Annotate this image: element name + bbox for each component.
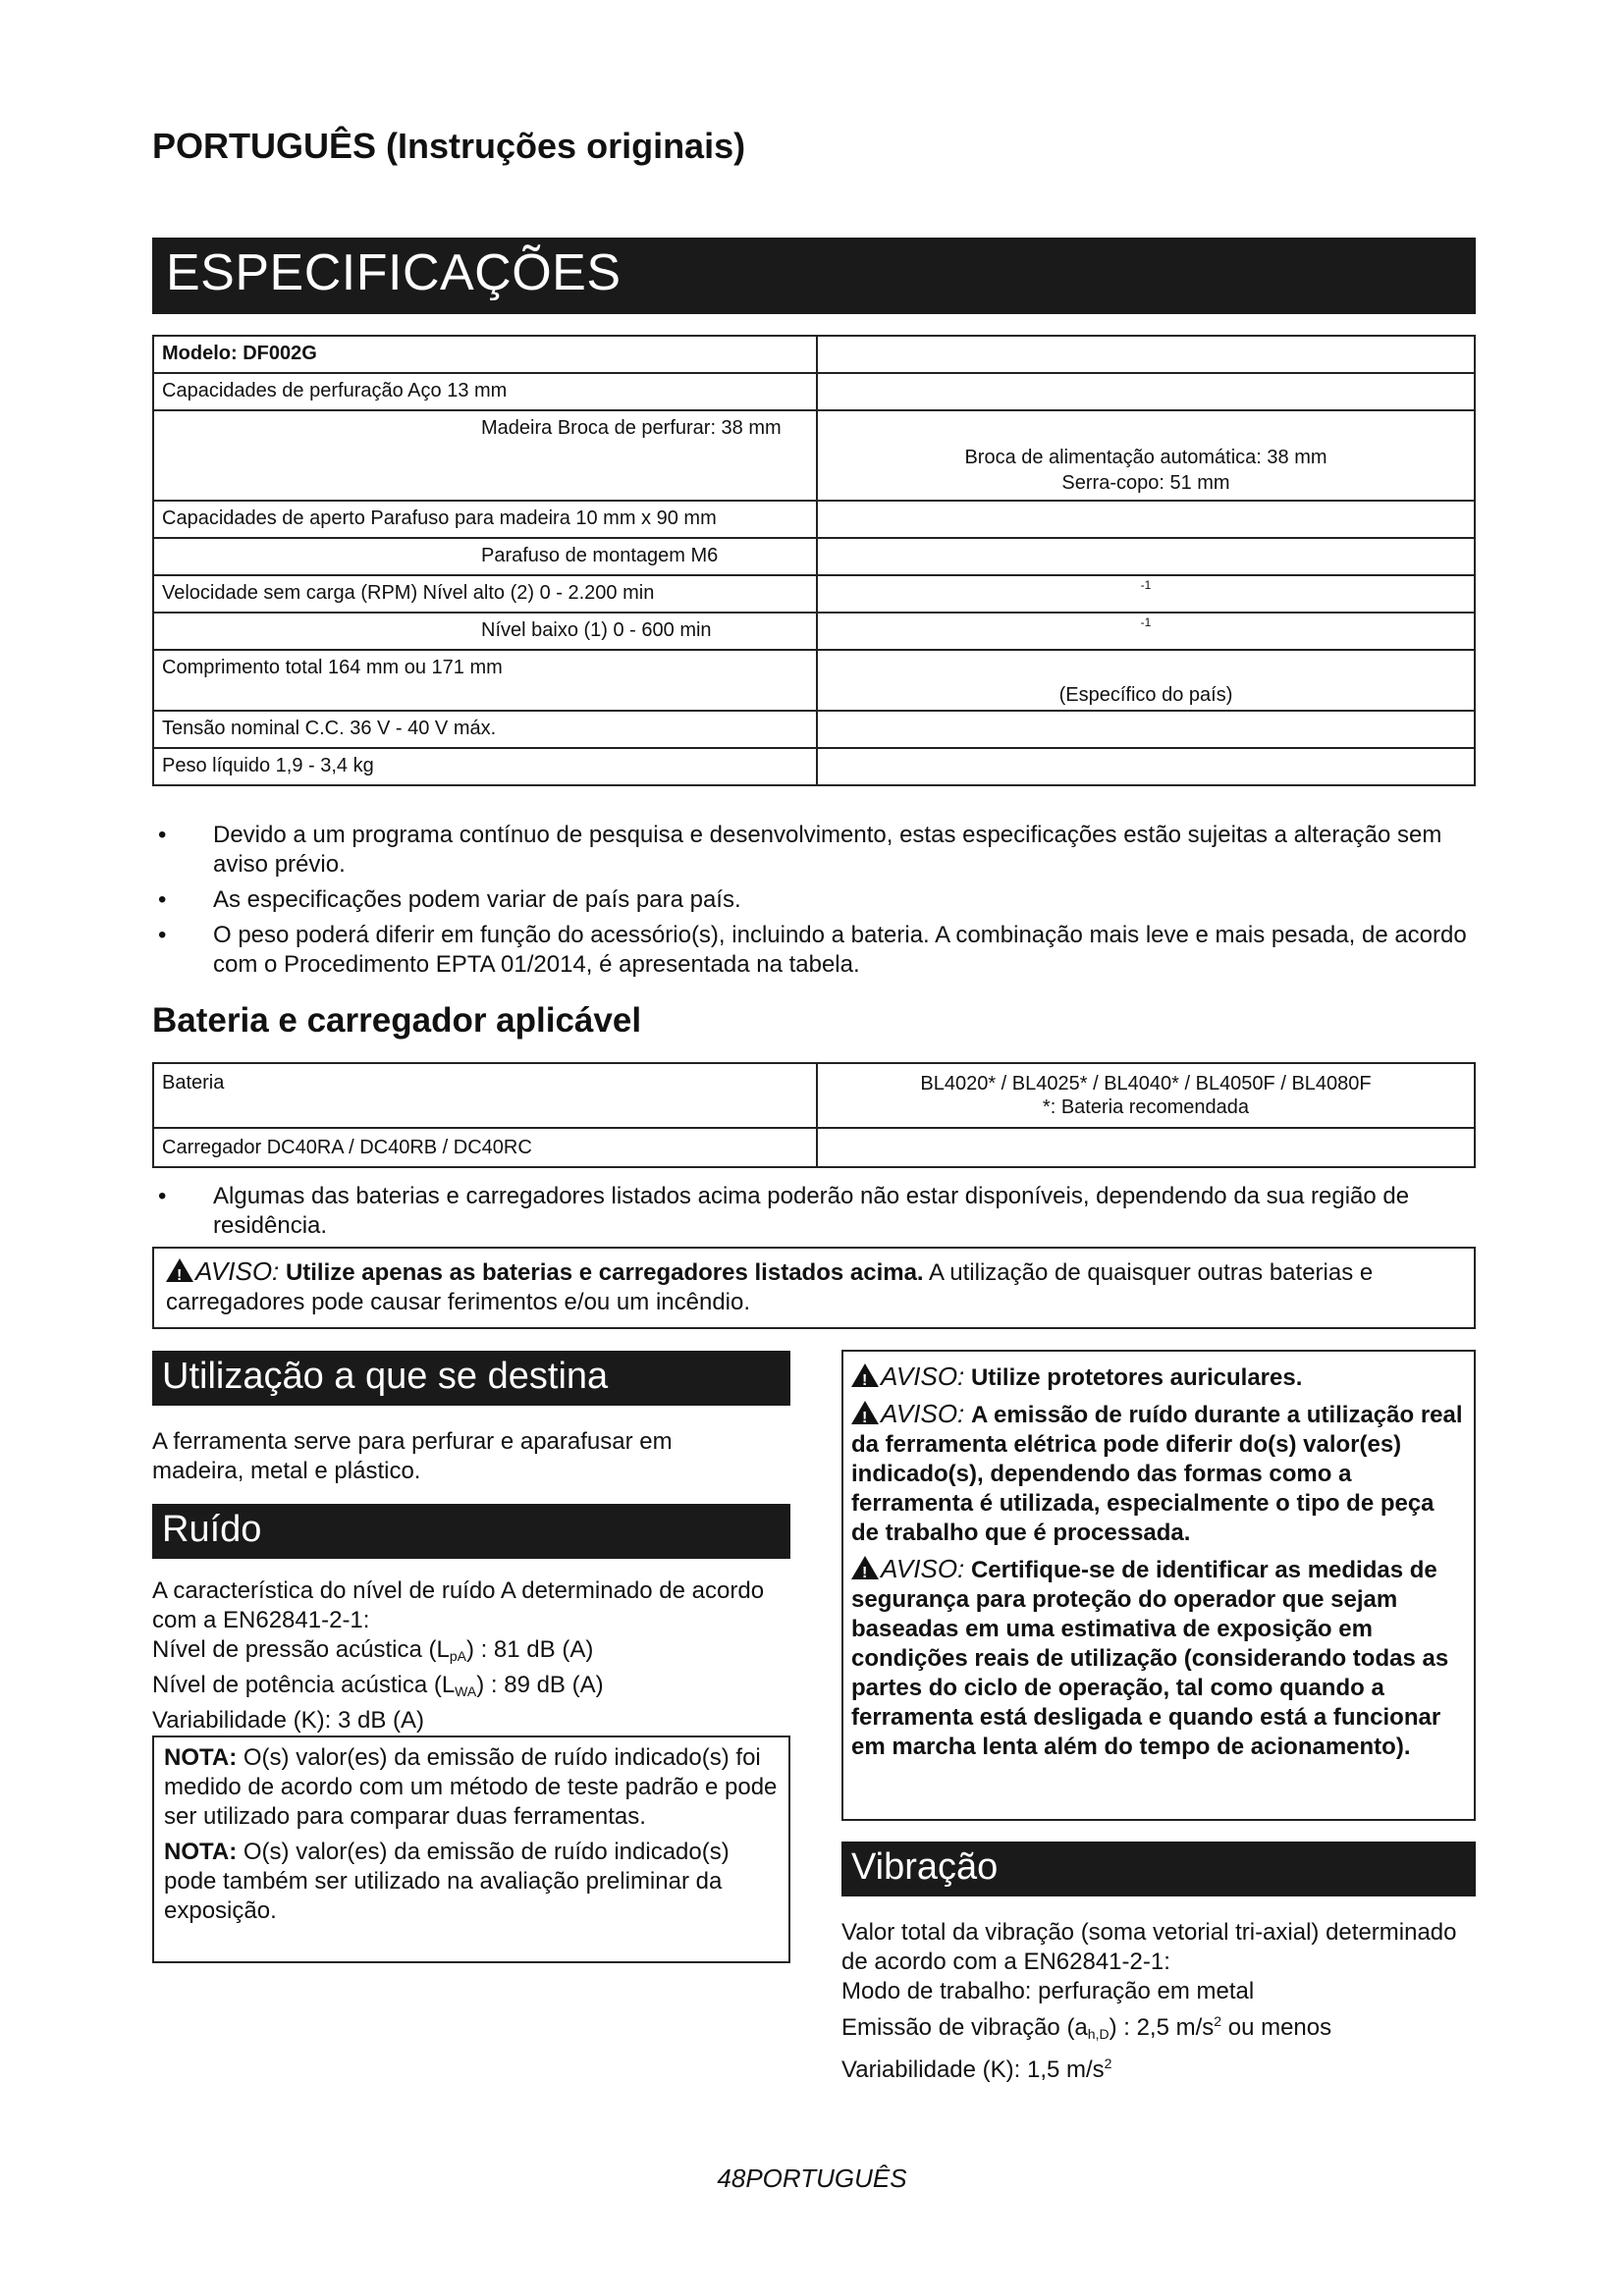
table-row [153,373,1475,410]
battery-models-text: BL4020* / BL4025* / BL4040* / BL4050F / BL4080F [920,1073,1372,1095]
length-note-text: (Específico do país) [1058,684,1233,706]
empty-cell [817,711,1475,748]
table-row [153,711,1475,748]
fasten-m6-text: Parafuso de montagem M6 [481,545,719,566]
noise-banner-text: Ruído [162,1509,262,1550]
vibration-variability-exponent: 2 [1104,2056,1112,2071]
noise-power [152,1671,781,1706]
speed-low-unit-cell [817,613,1475,650]
noise-banner [152,1504,790,1559]
warning-label: AVISO: [881,1362,965,1391]
empty-cell [817,501,1475,538]
warning-icon [166,1258,193,1282]
fasten-wood-cell [153,501,817,538]
drill-steel-text: Capacidades de perfuração Aço 13 mm [162,380,508,401]
list-item: • As especificações podem variar de país para país. [152,885,1476,915]
spec-notes-list [152,821,1476,986]
battery-warning-box [152,1247,1476,1329]
warning-text: A utilização de quaisquer outras baterias e carregadores pode causar ferimentos e/ou um incêndio. [166,1259,1374,1315]
fasten-wood-text: Capacidades de aperto Parafuso para madeira 10 mm x 90 mm [162,507,717,529]
list-item: • O peso poderá diferir em função do acessório(s), incluindo a bateria. A combinação mais leve e mais pesada, de acordo com o Procedimento EPTA 01/2014, é apresentada na tabela. [152,921,1476,980]
list-item: • Algumas das baterias e carregadores listados acima poderão não estar disponíveis, dependendo da sua região de residência. [152,1182,1476,1241]
note-text: O(s) valor(es) da emissão de ruído indicado(s) pode também ser utilizado na avaliação preliminar da exposição. [164,1839,730,1924]
speed-high-text: Velocidade sem carga (RPM) Nível alto (2) 0 - 2.200 min [162,582,655,604]
table-row [153,613,1475,650]
battery-note-text: *: Bateria recomendada [1042,1096,1250,1118]
list-item: • Devido a um programa contínuo de pesquisa e desenvolvimento, estas especificações estão sujeitas a alteração sem aviso prévio. [152,821,1476,880]
model-value-cell [817,336,1475,373]
vibration-emission-value: ) : 2,5 m/s [1109,2014,1215,2041]
speed-high-exponent: -1 [1140,578,1152,592]
speed-low-text: Nível baixo (1) 0 - 600 min [481,619,712,641]
table-row [153,501,1475,538]
note-label: NOTA: [164,1839,238,1865]
vibration-variability [841,2049,1470,2085]
length-text: Comprimento total 164 mm ou 171 mm [162,657,503,678]
note-paragraph [164,1838,779,1926]
warning-label: AVISO: [195,1256,280,1286]
weight-cell [153,748,817,785]
table-row [153,575,1475,613]
vibration-emission-label: Emissão de vibração (a [841,2014,1088,2041]
specifications-banner [152,238,1476,314]
noise-pressure-value: ) : 81 dB (A) [465,1636,594,1663]
intended-use-banner-text: Utilização a que se destina [162,1356,609,1397]
noise-pressure-label: Nível de pressão acústica (L [152,1636,450,1663]
battery-notes-list [152,1182,1476,1247]
vibration-emission [841,2006,1470,2049]
speed-low-cell [153,613,817,650]
voltage-text: Tensão nominal C.C. 36 V - 40 V máx. [162,718,497,739]
table-row [153,410,1475,501]
warning-label: AVISO: [881,1554,965,1583]
page-footer: 48PORTUGUÊS [717,2163,907,2193]
noise-note-box [152,1735,790,1963]
battery-table [152,1062,1476,1168]
drill-wood-text: Madeira Broca de perfurar: 38 mm [481,417,782,439]
warning-text: A emissão de ruído durante a utilização real da ferramenta elétrica pode diferir do(s) valor(es) indicado(s), dependendo das formas como a ferramenta é utilizada, especialmente o tipo de peça de trabalho que é processada. [851,1402,1463,1546]
fasten-m6-cell [153,538,817,575]
table-row [153,1063,1475,1128]
empty-cell [817,538,1475,575]
note-label: NOTA: [164,1744,238,1771]
specifications-table [152,335,1476,786]
length-note-cell [817,650,1475,711]
table-row [153,538,1475,575]
vibration-intro: Valor total da vibração (soma vetorial tri-axial) determinado de acordo com a EN62841-2-1: [841,1919,1457,1975]
drill-wood-cell [153,410,817,501]
noise-power-subscript: WA [455,1683,477,1699]
noise-power-value: ) : 89 dB (A) [476,1672,604,1698]
vibration-banner [841,1842,1476,1896]
intended-use-banner [152,1351,790,1406]
battery-label-cell: Bateria [153,1063,817,1128]
vibration-block [841,1918,1470,2085]
noise-block [152,1576,781,1735]
page-header-title: PORTUGUÊS (Instruções originais) [152,126,746,166]
vibration-mode: Modo de trabalho: perfuração em metal [841,1978,1255,2004]
speed-low-exponent: -1 [1140,615,1152,629]
battery-models-cell [817,1063,1475,1128]
warning-paragraph [851,1362,1466,1393]
drill-steel-cell [153,373,817,410]
table-row [153,336,1475,373]
warning-paragraph [851,1399,1466,1548]
warning-icon [851,1401,879,1424]
warning-text: Utilize protetores auriculares. [970,1364,1303,1391]
vibration-banner-text: Vibração [851,1846,999,1888]
vibration-emission-exponent: 2 [1214,2013,1222,2029]
drill-auto-feed-text: Broca de alimentação automática: 38 mm [964,447,1327,468]
noise-warnings-box [841,1350,1476,1821]
warning-paragraph [851,1554,1466,1762]
table-row [153,650,1475,711]
warning-label: AVISO: [881,1399,965,1428]
empty-cell [817,748,1475,785]
warning-icon [851,1556,879,1579]
drill-wood-extra-cell [817,410,1475,501]
voltage-cell [153,711,817,748]
weight-text: Peso líquido 1,9 - 3,4 kg [162,755,374,776]
table-row [153,748,1475,785]
intended-use-text: A ferramenta serve para perfurar e aparafusar em madeira, metal e plástico. [152,1428,673,1484]
warning-bold-text: Utilize apenas as baterias e carregadores listados acima. [285,1259,924,1286]
charger-cell: Carregador DC40RA / DC40RB / DC40RC [153,1128,817,1167]
hole-saw-text: Serra-copo: 51 mm [1061,472,1230,494]
note-text: O(s) valor(es) da emissão de ruído indicado(s) foi medido de acordo com um método de teste padrão e pode ser utilizado para comparar duas ferramentas. [164,1744,778,1830]
battery-section-title: Bateria e carregador aplicável [152,1001,642,1040]
note-paragraph [164,1743,779,1832]
model-label: Modelo: DF002G [153,336,817,373]
noise-pressure [152,1635,781,1671]
empty-cell [817,373,1475,410]
vibration-emission-subscript: h,D [1087,2026,1110,2042]
speed-high-unit-cell [817,575,1475,613]
warning-text: Certifique-se de identificar as medidas de segurança para proteção do operador que sejam baseadas em uma estimativa de exposição em condições reais de utilização (considerando todas as partes do ciclo de operação, tal como quando a ferramenta está desligada e quando está a funcionar em marcha lenta além do tempo de acionamento). [851,1557,1449,1760]
noise-pressure-subscript: pA [449,1648,466,1664]
empty-cell [817,1128,1475,1167]
vibration-emission-tail: ou menos [1221,2014,1332,2041]
noise-variability: Variabilidade (K): 3 dB (A) [152,1707,425,1734]
warning-icon [851,1363,879,1387]
noise-power-label: Nível de potência acústica (L [152,1672,456,1698]
table-row [153,1128,1475,1167]
length-cell [153,650,817,711]
noise-intro: A característica do nível de ruído A determinado de acordo com a EN62841-2-1: [152,1577,765,1633]
vibration-variability-text: Variabilidade (K): 1,5 m/s [841,2056,1105,2083]
specifications-banner-text: ESPECIFICAÇÕES [166,244,622,301]
speed-high-cell [153,575,817,613]
